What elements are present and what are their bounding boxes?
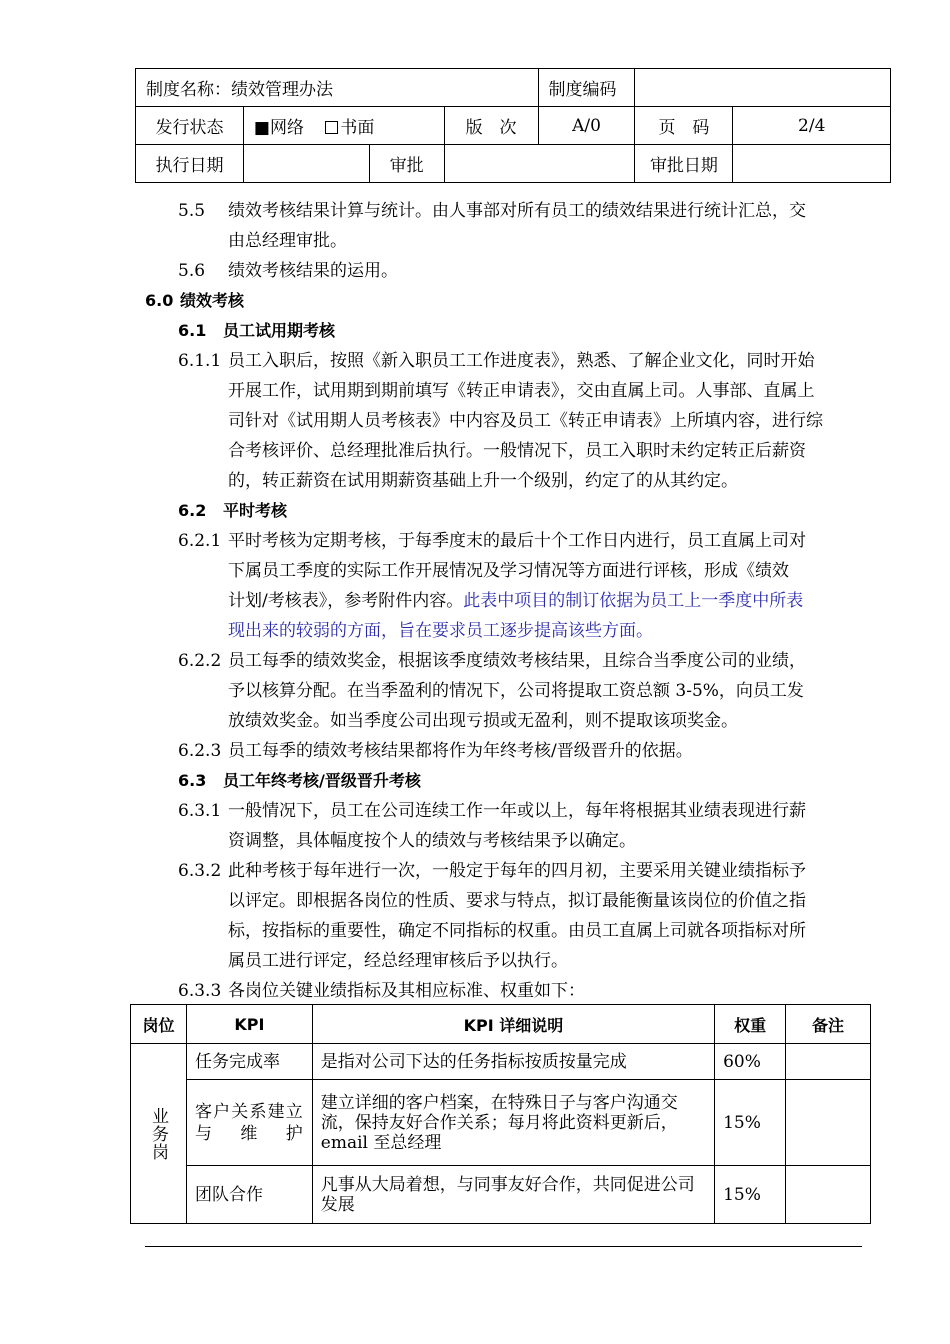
status-paper: 书面 [340, 118, 375, 138]
status-online: 网络 [269, 118, 304, 138]
version-value: A/0 [538, 107, 635, 145]
document-body: 5.5 绩效考核结果计算与统计。由人事部对所有员工的绩效结果进行统计汇总，交 由总经理审批。 5.6 绩效考核结果的运用。 6.0 绩效考核 6.1 员工试用期考核 6.1.1 员工入职后，按照《新入职员工工作进度表》，熟悉、了解企业文化，同时开始 开展工作，试用期到期前填写《转正申请表》，交由直属上司。人事部、直属上 司针对《试用期人员考核表》中内容及员工《转正申请表》上所填内容，进行综 合考核评价、总经理批准后执行。一般情况下，员工入职时未约定转正后薪资 的，转正薪资在试用期薪资基础上升一个级别，约定了的从其约定。 6.2 平时考核 6.2.1 平时考核为定期考核，于每季度末的最后十个工作日内进行，员工直属上司对 下属员工季度的实际工作开展情况及学习情况等方面进行评核，形成《绩效 计划/考核表》，参考附件内容。此表中项目的制订依据为员工上一季度中所表 现出来的较弱的方面，旨在要求员工逐步提高该些方面。 6.2.2 员工每季的绩效奖金，根据该季度绩效考核结果，且综合当季度公司的业绩， 予以核算分配。在当季盈利的情况下，公司将提取工资总额 3-5%，向员工发 放绩效奖金。如当季度公司出现亏损或无盈利，则不提取该项奖金。 6.2.3 员工每季的绩效考核结果都将作为年终考核/晋级晋升的依据。 6.3 员工年终考核/晋级晋升考核 6.3.1 一般情况下，员工在公司连续工作一年或以上，每年将根据其业绩表现进行薪 资调整，具体幅度按个人的绩效与考核结果予以确定。 6.3.2 此种考核于每年进行一次，一般定于每年的四月初，主要采用关键业绩指标予 以评定。即根据各岗位的性质、要求与特点，拟订最能衡量该岗位的价值之指 标，按指标的重要性，确定不同指标的权重。由员工直属上司就各项指标对所 属员工进行评定，经总经理审核后予以执行。 6.3.3 各岗位关键业绩指标及其相应标准、权重如下： [0, 196, 950, 1006]
table-row: 客户关系建立与维护 建立详细的客户档案，在特殊日子与客户沟通交流，保持友好合作关系；每月将此资料更新后，email 至总经理 15% [131, 1080, 871, 1166]
clause: 6.3.2 此种考核于每年进行一次，一般定于每年的四月初，主要采用关键业绩指标予 [178, 861, 806, 881]
subsection-heading: 6.1 员工试用期考核 [178, 321, 336, 340]
col-note: 备注 [786, 1005, 871, 1044]
col-kpi: KPI [186, 1005, 312, 1044]
table-row: 业务岗 任务完成率 是指对公司下达的任务指标按质按量完成 60% [131, 1044, 871, 1080]
regulation-code-value [635, 69, 891, 107]
clause: 6.2.3 员工每季的绩效考核结果都将作为年终考核/晋级晋升的依据。 [178, 741, 693, 761]
clause: 5.5 绩效考核结果计算与统计。由人事部对所有员工的绩效结果进行统计汇总，交 [178, 201, 806, 221]
header-table [135, 68, 891, 183]
col-kpi-detail: KPI 详细说明 [312, 1005, 714, 1044]
clause: 6.3.1 一般情况下，员工在公司连续工作一年或以上，每年将根据其业绩表现进行薪 [178, 801, 806, 821]
subsection-heading: 6.2 平时考核 [178, 501, 288, 520]
footer-divider [145, 1246, 862, 1247]
exec-date-value [243, 145, 369, 183]
col-post: 岗位 [131, 1005, 187, 1044]
table-row: 团队合作 凡事从大局着想，与同事友好合作，共同促进公司发展 15% [131, 1166, 871, 1224]
post-cell: 业务岗 [131, 1044, 187, 1224]
clause: 6.2.2 员工每季的绩效奖金，根据该季度绩效考核结果，且综合当季度公司的业绩， [178, 651, 806, 671]
approve-date-value [733, 145, 891, 183]
clause: 6.1.1 员工入职后，按照《新入职员工工作进度表》，熟悉、了解企业文化，同时开始 [178, 351, 815, 371]
kpi-table-header [131, 1005, 871, 1044]
release-status-options [243, 107, 444, 145]
highlight-text: 现出来的较弱的方面，旨在要求员工逐步提高该些方面。 [228, 621, 653, 641]
regulation-name: 制度名称：绩效管理办法 [136, 69, 539, 107]
clause: 5.6 绩效考核结果的运用。 [178, 261, 398, 281]
exec-date-label: 执行日期 [136, 145, 244, 183]
section-heading: 6.0 绩效考核 [145, 291, 245, 310]
highlight-text: 此表中项目的制订依据为员工上一季度中所表 [463, 591, 804, 611]
approve-label: 审批 [369, 145, 444, 183]
unchecked-box-icon [325, 121, 338, 134]
kpi-table [130, 1004, 871, 1224]
approve-date-label: 审批日期 [635, 145, 733, 183]
release-status-label: 发行状态 [136, 107, 244, 145]
page-value: 2/4 [733, 107, 891, 145]
page-label: 页 码 [635, 107, 733, 145]
checked-box-icon: ■ [253, 118, 270, 138]
subsection-heading: 6.3 员工年终考核/晋级晋升考核 [178, 771, 421, 790]
col-weight: 权重 [715, 1005, 786, 1044]
approve-value [444, 145, 635, 183]
clause: 6.3.3 各岗位关键业绩指标及其相应标准、权重如下： [178, 981, 585, 1001]
regulation-code-label: 制度编码 [538, 69, 635, 107]
version-label: 版 次 [444, 107, 538, 145]
clause: 6.2.1 平时考核为定期考核，于每季度末的最后十个工作日内进行，员工直属上司对 [178, 531, 806, 551]
